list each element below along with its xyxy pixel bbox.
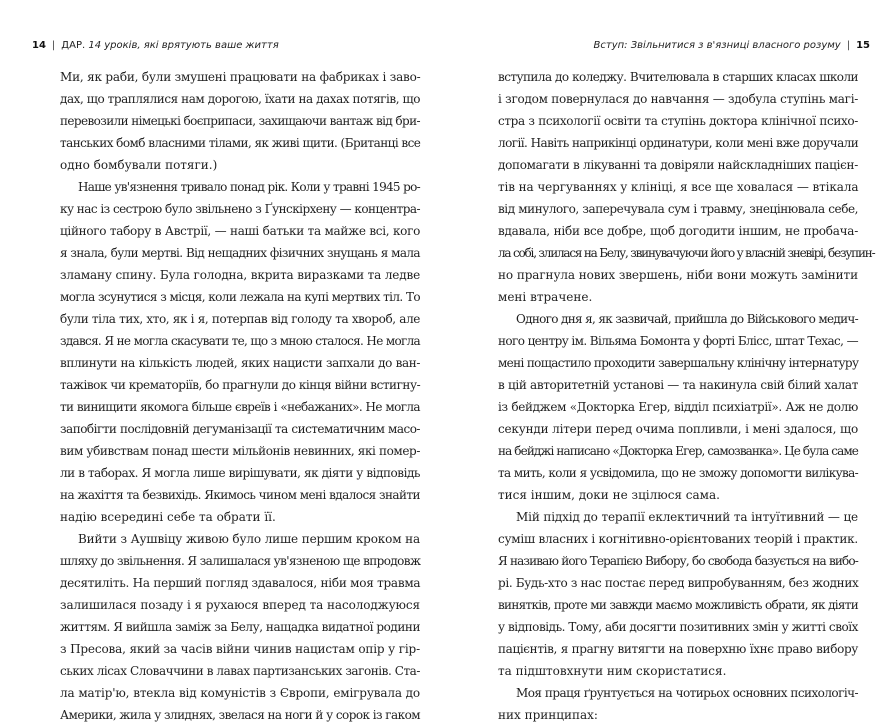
text-line: тів на чергуваннях у клініці, я все ще ховалася — втікала bbox=[498, 180, 859, 194]
text-line: секунди літери перед очима попливли, і мені здалося, що bbox=[498, 422, 858, 436]
text-line: в цій авторитетній установі — та накинула свій білий халат bbox=[498, 378, 858, 392]
text-line: життям. Я вийшла заміж за Белу, нащадка видатної родини bbox=[60, 620, 420, 634]
text-line: рі. Будь-хто з нас постає перед випробуванням, без жодних bbox=[498, 576, 859, 590]
text-line: допомагати в лікуванні та довіряли найскладніших пацієн- bbox=[498, 158, 858, 172]
text-line: здався. Я не могла скасувати те, що з мною сталося. Не могла bbox=[60, 334, 420, 348]
text-line: них принципах: bbox=[498, 708, 598, 722]
right-running-head bbox=[594, 40, 870, 52]
text-line: Наше ув'язнення тривало понад рік. Коли у травні 1945 ро- bbox=[78, 180, 420, 194]
text-line: Я називаю його Терапією Вибору, бо свобода базується на вибо- bbox=[498, 554, 858, 568]
text-line: Ми, як раби, були змушені працювати на фабриках і заво- bbox=[60, 70, 421, 84]
text-line: тажівок чи крематоріїв, бо прагнули до кінця війни встигну- bbox=[60, 378, 421, 392]
text-line: дах, що траплялися нам дорогою, їхати на дахах потягів, що bbox=[60, 92, 420, 106]
text-line: залишилася позаду і я рухаюся вперед та насолоджуюся bbox=[60, 598, 420, 612]
header-separator: | bbox=[846, 40, 851, 51]
text-line: винятків, проте ми завжди маємо можливість обрати, як діяти bbox=[498, 598, 858, 612]
text-line: тися іншим, доки не зцілюся сама. bbox=[498, 488, 720, 502]
text-line: Одного дня я, як зазвичай, прийшла до Військового медич- bbox=[516, 312, 858, 326]
text-line: і згодом повернулася до навчання — здобула ступінь магі- bbox=[498, 92, 859, 106]
text-line: шляху до звільнення. Я залишалася ув'язненою ще впродовж bbox=[60, 554, 421, 568]
text-line: Мій підхід до терапії еклектичний та інтуїтивний — це bbox=[516, 510, 858, 524]
text-line: запобігти послідовній дегуманізації та систематичним масо- bbox=[60, 422, 420, 436]
right-body-text bbox=[498, 66, 875, 726]
text-line: ли в таборах. Я могла лише вирішувати, як діяти у відповідь bbox=[60, 466, 420, 480]
right-page bbox=[456, 0, 880, 722]
header-separator: | bbox=[51, 40, 56, 51]
text-line: надію всередині себе та обрати її. bbox=[60, 510, 276, 524]
text-line: на бейджі написано «Докторка Егер, самозванка». Це була саме bbox=[498, 444, 858, 458]
text-line: десятиліть. На перший погляд здавалося, ніби моя травма bbox=[60, 576, 421, 590]
text-line: могла зсунутися з місця, коли лежала на купі мертвих тіл. То bbox=[60, 290, 420, 304]
book-subtitle: 14 уроків, які врятують ваше життя bbox=[88, 40, 279, 51]
text-line: суміш власних і когнітивно-орієнтованих теорій і практик. bbox=[498, 532, 858, 546]
text-line: були тіла тих, хто, як і я, потерпав від голоду та хвороб, але bbox=[60, 312, 420, 326]
text-line: пацієнтів, я прагну витягти на поверхню їхнє право вибору bbox=[498, 642, 858, 656]
text-line: мені втрачене. bbox=[498, 290, 593, 304]
text-line: я знала, були мертві. Від нещадних фізичних знущань я мала bbox=[60, 246, 420, 260]
text-line: перевозили німецькі боєприпаси, захищаючи вантаж від бри- bbox=[60, 114, 420, 128]
text-line: мені пощастило проходити завершальну клінічну інтернатуру bbox=[498, 356, 859, 370]
text-line: з Пресова, який за часів війни чинив нацистам опір у гір- bbox=[60, 642, 420, 656]
text-line: ських лісах Словаччини в лавах партизанських загонів. Ста- bbox=[60, 664, 420, 678]
text-line: у відповідь. Тому, аби досягти позитивних змін у житті своїх bbox=[498, 620, 858, 634]
text-line: Америки, жила у злиднях, звелася на ноги й у сорок із гаком bbox=[60, 708, 421, 722]
text-line: танських бомб власними тілами, як живі щити. (Британці все bbox=[60, 136, 421, 150]
text-line: ного центру ім. Вільяма Бомонта у форті Блісс, штат Техас, — bbox=[498, 334, 858, 348]
text-line: ти винищити якомога більше євреїв і «небажаних». Не могла bbox=[60, 400, 420, 414]
text-line: зламану спину. Була голодна, вкрита виразками та ледве bbox=[60, 268, 421, 282]
text-line: від минулого, заперечувала сум і травму, знецінювала себе, bbox=[498, 202, 858, 216]
text-line: вплинути на кількість людей, яких нацисти запхали до ван- bbox=[60, 356, 420, 370]
text-line: стра з психології освіти та ступінь доктора клінічної психо- bbox=[498, 114, 858, 128]
text-line: ку нас із сестрою було звільнено з Ґунскірхену — концентра- bbox=[60, 202, 420, 216]
text-line: та підштовхнути ним скористатися. bbox=[498, 664, 727, 678]
text-line: ла матір'ю, втекла від комуністів з Європи, емігрувала до bbox=[60, 686, 420, 700]
left-page bbox=[14, 0, 440, 722]
text-line: логії. Навіть наприкінці ординатури, коли мені вже доручали bbox=[498, 136, 859, 150]
text-line: із бейджем «Докторка Егер, відділ психіатрії». Аж не долю bbox=[498, 400, 858, 414]
page-number-right: 15 bbox=[856, 40, 870, 51]
text-line: та мить, коли я усвідомила, що не зможу допомогти вилікува- bbox=[498, 466, 858, 480]
text-line: Моя праця ґрунтується на чотирьох основних психологіч- bbox=[516, 686, 858, 700]
left-running-head bbox=[32, 40, 279, 52]
text-line: вступила до коледжу. Вчителювала в старших класах школи bbox=[498, 70, 858, 84]
section-title: Вступ: Звільнитися з в'язниці власного розуму bbox=[593, 40, 841, 51]
text-line: ційного табору в Австрії, — наші батьки та майже всі, кого bbox=[60, 224, 420, 238]
text-line: но прагнула нових звершень, ніби вони можуть замінити bbox=[498, 268, 858, 282]
text-line: вдавала, ніби все добре, щоб догодити іншим, не пробача- bbox=[498, 224, 858, 238]
book-title: ДАР. bbox=[61, 40, 86, 51]
text-line: ла собі, злилася на Белу, звинувачуючи його у власній зневірі, безупин- bbox=[498, 246, 875, 260]
text-line: Вийти з Аушвіцу живою було лише першим кроком на bbox=[78, 532, 420, 546]
text-line: на жахіття та безвихідь. Якимось чином мені вдалося знайти bbox=[60, 488, 420, 502]
page-number-left: 14 bbox=[32, 40, 46, 51]
left-body-text bbox=[60, 66, 420, 726]
text-line: одно бомбували потяги.) bbox=[60, 158, 218, 172]
text-line: вим убивствам понад шести мільйонів невинних, які помер- bbox=[60, 444, 420, 458]
